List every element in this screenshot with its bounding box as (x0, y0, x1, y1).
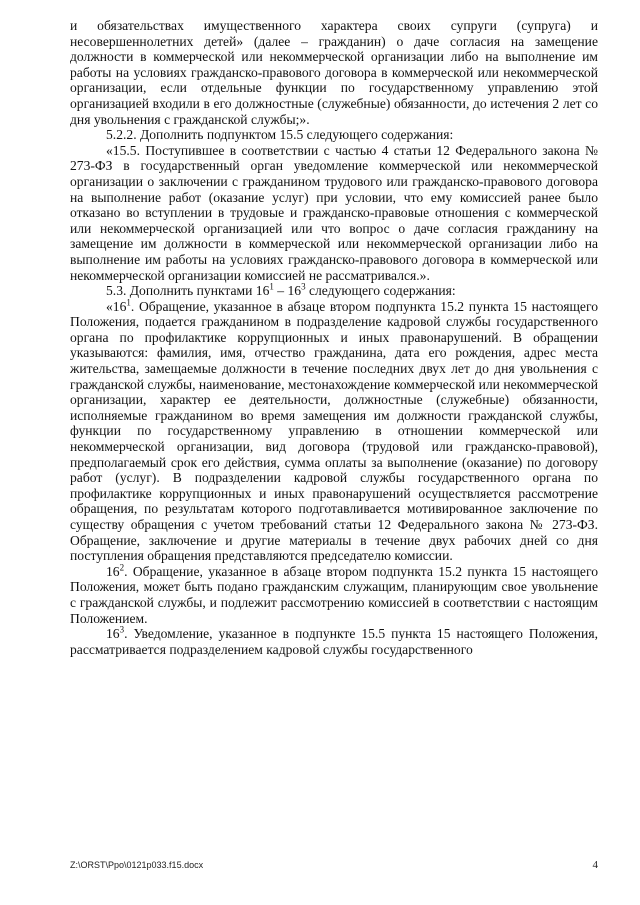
footer-page-number: 4 (592, 859, 598, 871)
paragraph-7-prefix: 16 (106, 626, 120, 642)
footer-file-path: Z:\ORST\Ppo\0121p033.f15.docx (70, 860, 204, 870)
paragraph-6-prefix: 16 (106, 563, 120, 579)
paragraph-4-dash: – 16 (273, 283, 302, 299)
paragraph-6 (70, 564, 598, 626)
superscript-p6: 2 (119, 562, 125, 573)
paragraph-1: и обязательствах имущественного характера своих супруги (супруга) и несовершеннолетних детей» (далее – гражданин) о даче согласия на замещение должности в коммерческой или некоммерческой организации либо на выполнение им работы на условиях гражданско-правового договора в коммерческой или некоммерческой организации, если отдельные функции по государственному управлению этой организацией входили в его должностные (служебные) обязанности, до истечения 2 лет со дня увольнения с гражданской службы;». (70, 18, 598, 127)
paragraph-4-before: 5.3. Дополнить пунктами 16 (106, 283, 270, 299)
paragraph-5 (70, 299, 598, 564)
superscript-1: 1 (269, 281, 274, 292)
paragraph-4 (70, 283, 598, 299)
paragraph-7 (70, 626, 598, 657)
superscript-p5: 1 (126, 297, 131, 308)
document-body (70, 18, 598, 657)
paragraph-5-prefix: «16 (106, 298, 127, 314)
paragraph-5-text: . Обращение, указанное в абзаце втором подпункта 15.2 пункта 15 настоящего Положения, подается гражданином в подразделение кадровой службы государственного органа по профилактике коррупционных и иных правонарушений. В обращении указываются: фамилия, имя, отчество гражданина, дата его рождения, адрес места жительства, замещаемые должности в течение последних двух лет до дня увольнения с гражданской службы, наименование, местонахождение коммерческой или некоммерческой организации, характер ее деятельности, должностные (служебные) обязанности, исполняемые гражданином во время замещения им должности гражданской службы, функции по государственному управлению в отношении коммерческой или некоммерческой организации, вид договора (трудовой или гражданско-правовой), предполагаемый срок его действия, сумма оплаты за выполнение (оказание) по договору работ (услуг). В подразделении кадровой службы государственного органа по профилактике коррупционных и иных правонарушений осуществляется рассмотрение обращения, по результатам которого подготавливается мотивированное заключение по существу обращения с учетом требований статьи 12 Федерального закона № 273-ФЗ. Обращение, заключение и другие материалы в течение двух рабочих дней со дня поступления обращения представляются председателю комиссии. (70, 298, 599, 564)
paragraph-2: 5.2.2. Дополнить подпунктом 15.5 следующего содержания: (106, 127, 454, 143)
superscript-3: 3 (301, 281, 306, 292)
superscript-p7: 3 (119, 624, 125, 635)
paragraph-4-after: следующего содержания: (305, 283, 456, 299)
paragraph-3: «15.5. Поступившее в соответствии с частью 4 статьи 12 Федерального закона № 273-ФЗ в государственный орган уведомление коммерческой или некоммерческой организации о заключении с гражданином трудового или гражданско-правового договора на выполнение работ (оказание услуг) при условии, что ему комиссией ранее было отказано во вступлении в трудовые и гражданско-правовые отношения с коммерческой или некоммерческой организацией или что вопрос о даче согласия гражданину на замещение им должности в коммерческой или некоммерческой организации либо на выполнение им работы на условиях гражданско-правового договора в коммерческой или некоммерческой организации комиссией не рассматривался.». (70, 142, 598, 283)
paragraph-6-text: . Обращение, указанное в абзаце втором подпункта 15.2 пункта 15 настоящего Положения, может быть подано гражданским служащим, планирующим свое увольнение с гражданской службы, и подлежит рассмотрению комиссией в соответствии с настоящим Положением. (70, 563, 598, 626)
paragraph-7-text: . Уведомление, указанное в подпункте 15.5 пункта 15 настоящего Положения, рассматривается подразделением кадровой службы государственного (70, 626, 598, 657)
